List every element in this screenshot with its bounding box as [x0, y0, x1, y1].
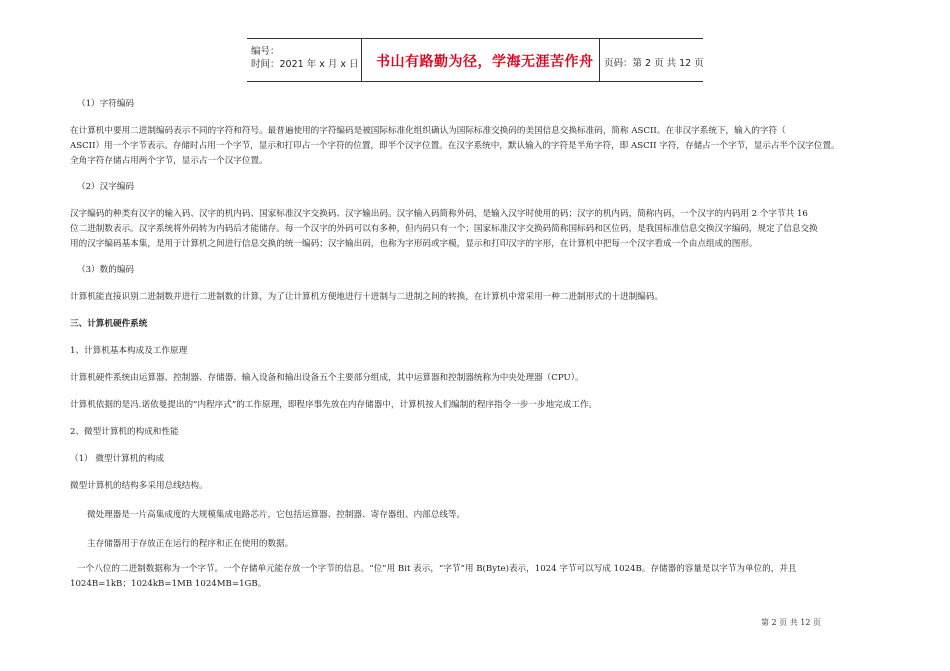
motto-text: 书山有路勤为径，学海无涯苦作舟: [376, 54, 594, 70]
page-header: [247, 38, 703, 82]
paragraph-line: 计算机能直接识别二进制数并进行二进制数的计算，为了让计算机方便地进行十进制与二进制之间的转换，在计算机中常采用一种二进制形式的十进制编码。: [70, 292, 663, 302]
subheading-char-encoding: （1）字符编码: [77, 99, 135, 109]
section-heading-hardware: 三、计算机硬件系统: [70, 319, 148, 329]
paragraph-line: 主存储器用于存放正在运行的程序和正在使用的数据。: [87, 539, 294, 549]
paragraph-line: 微型计算机的结构多采用总线结构。: [70, 481, 208, 491]
subheading-basic-structure: 1、计算机基本构成及工作原理: [70, 346, 188, 356]
header-page-cell: [600, 39, 703, 81]
paragraph-line: 计算机硬件系统由运算器、控制器、存储器、输入设备和输出设备五个主要部分组成，其中运算器和控制器统称为中央处理器（CPU）。: [70, 373, 584, 383]
paragraph-line: 在计算机中要用二进制编码表示不同的字符和符号。最普遍使用的字符编码是被国际标准化组织确认为国际标准交换码的美国信息交换标准码，简称 ASCII。在非汉字系统下，输入的字符（: [70, 126, 786, 136]
paragraph-line: 汉字编码的种类有汉字的输入码、汉字的机内码、国家标准汉字交换码、汉字输出码。汉字输入码简称外码，是输入汉字时使用的码；汉字的机内码，简称内码，一个汉字的内码用 2 个字节共 16: [70, 209, 808, 219]
time-label: 时间：2021 年 x 月 x 日: [251, 59, 359, 70]
paragraph-line: ASCII）用一个字节表示。存储时占用一个字节，显示和打印占一个字符的位置，即半个汉字位置。在汉字系统中，默认输入的字符是半角字符，即 ASCII 字符，存储占一个字节，显示占半个汉字位置。: [70, 141, 840, 151]
page-number-label: 页码：第 2 页 共 12 页: [604, 58, 704, 69]
serial-label: 编号：: [251, 46, 280, 57]
header-info-cell: [247, 39, 362, 81]
paragraph-line: 1024B=1kB；1024kB=1MB 1024MB=1GB。: [70, 579, 267, 589]
paragraph-line: 微处理器是一片高集成度的大规模集成电路芯片，它包括运算器、控制器、寄存器组、内部总线等。: [87, 510, 466, 520]
paragraph-line: 用的汉字编码基本集，是用于计算机之间进行信息交换的统一编码；汉字输出码，也称为字形码或字模，显示和打印汉字的字形，在计算机中把每一个汉字看成一个由点组成的图形。: [70, 239, 758, 249]
header-motto-cell: [362, 39, 600, 81]
subheading-number-encoding: （3）数的编码: [77, 265, 135, 275]
paragraph-line: 位二进制数表示。汉字系统将外码转为内码后才能储存。每一个汉字的外码可以有多种，但内码只有一个；国家标准汉字交换码简称国标码和区位码，是我国标准信息交换汉字编码，规定了信息交换: [70, 224, 818, 234]
subheading-hanzi-encoding: （2）汉字编码: [77, 182, 135, 192]
paragraph-line: 全角字符存储占用两个字节，显示占一个汉字位置。: [70, 156, 268, 166]
page-footer: 第 2 页 共 12 页: [761, 618, 821, 627]
paragraph-line: 计算机依据的是冯.诺依曼提出的“内程序式”的工作原理，即程序事先放在内存储器中，计算机按人们编制的程序指令一步一步地完成工作。: [70, 400, 598, 410]
subheading-microcomputer-structure: （1） 微型计算机的构成: [70, 454, 165, 464]
subheading-microcomputer: 2、微型计算机的构成和性能: [70, 427, 179, 437]
paragraph-line: 一个八位的二进制数据称为一个字节。一个存储单元能存放一个字节的信息。“位”用 Bit 表示，“字节”用 B(Byte)表示，1024 字节可以写成 1024B。存储器的容量是以字节为单位的，并且: [77, 564, 797, 574]
